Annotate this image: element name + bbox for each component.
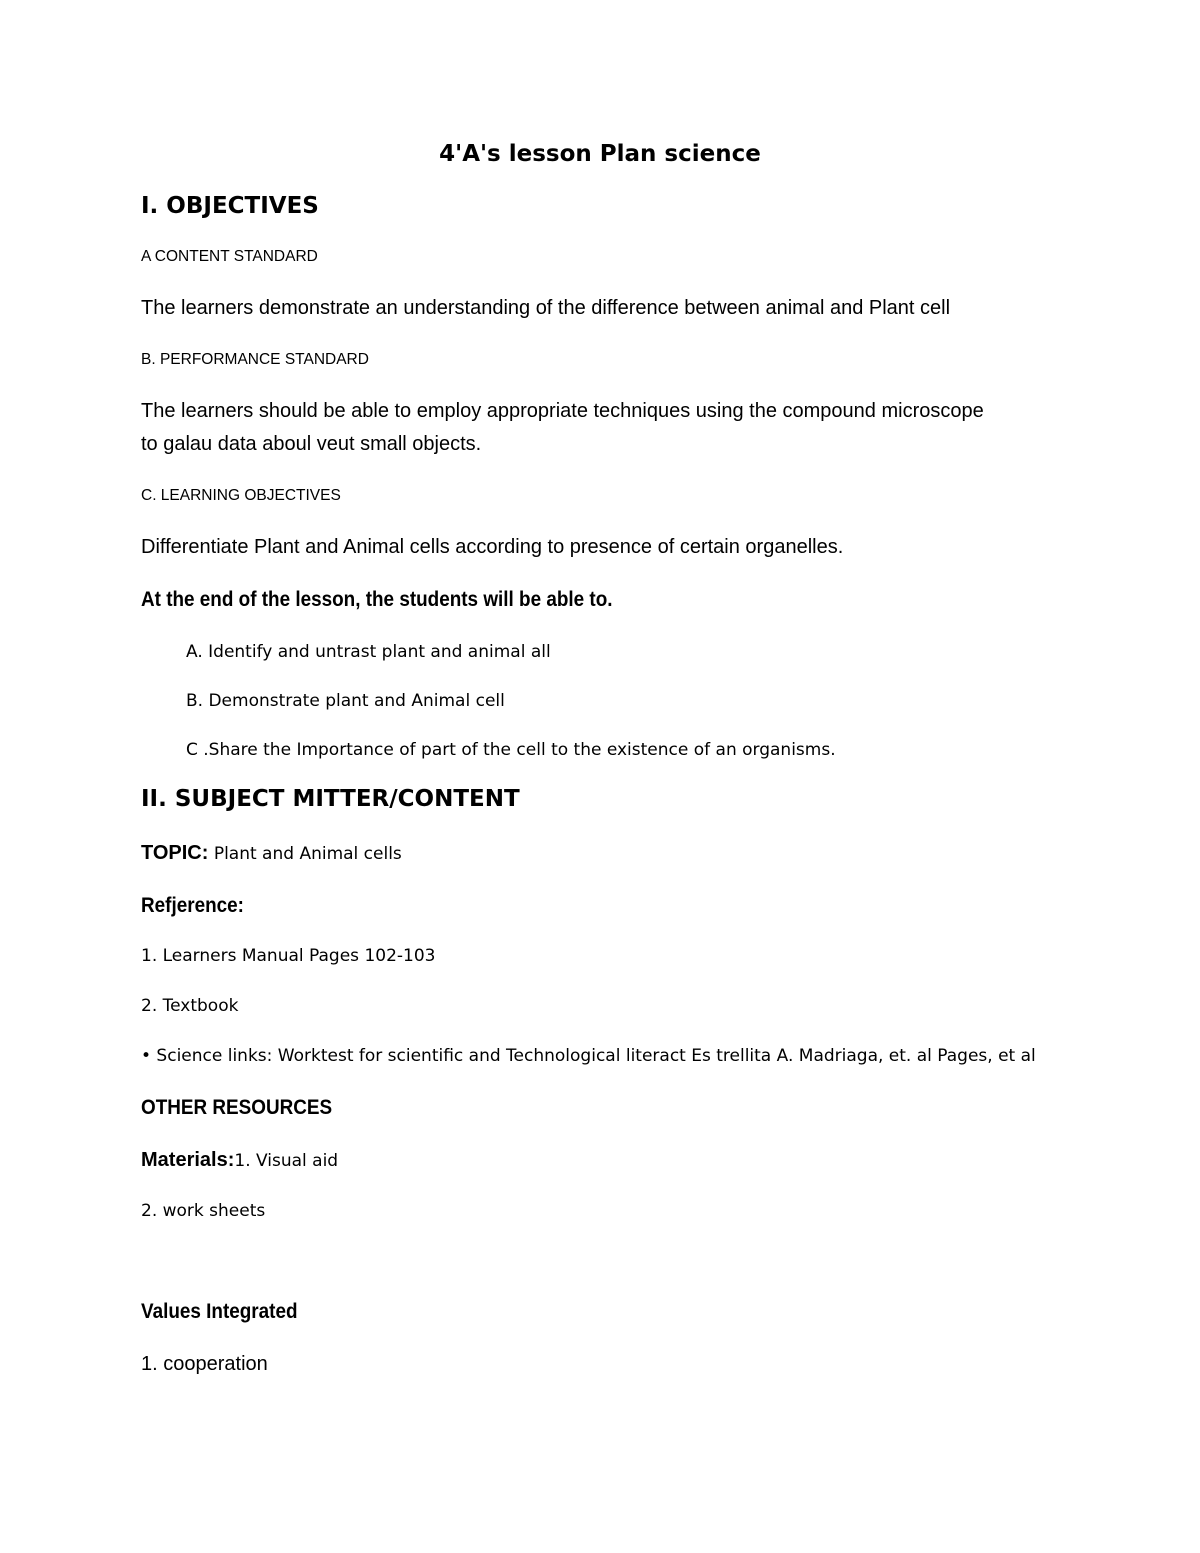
objective-item-c: C .Share the Importance of part of the cell to the existence of an organisms. — [186, 740, 836, 760]
performance-standard-text-line1: The learners should be able to employ appropriate techniques using the compound microscope — [141, 400, 984, 422]
objective-item-a: A. Identify and untrast plant and animal all — [186, 642, 551, 662]
performance-standard-label: B. PERFORMANCE STANDARD — [141, 351, 369, 368]
performance-standard-text-line2: to galau data aboul veut small objects. — [141, 433, 482, 455]
subject-matter-heading: II. SUBJECT MITTER/CONTENT — [141, 786, 520, 812]
content-standard-text: The learners demonstrate an understanding of the difference between animal and Plant cell — [141, 297, 951, 319]
materials-line — [141, 1149, 338, 1172]
reference-item-3: • Science links: Worktest for scientific and Technological literact Es trellita A. Madriaga, et. al Pages, et al — [141, 1046, 1036, 1066]
topic-line — [141, 842, 402, 865]
materials-second: 2. work sheets — [141, 1201, 266, 1221]
objectives-heading: I. OBJECTIVES — [141, 193, 319, 219]
other-resources-heading: OTHER RESOURCES — [141, 1096, 333, 1119]
document-title: 4'A's lesson Plan science — [439, 141, 761, 167]
values-item-1: 1. cooperation — [141, 1353, 268, 1375]
learning-objectives-text: Differentiate Plant and Animal cells according to presence of certain organelles. — [141, 536, 844, 558]
materials-label: Materials: — [141, 1149, 235, 1171]
topic-label: TOPIC: — [141, 842, 209, 864]
values-integrated-heading: Values Integrated — [141, 1300, 298, 1323]
materials-first: 1. Visual aid — [234, 1151, 339, 1171]
content-standard-label: A CONTENT STANDARD — [141, 248, 318, 265]
objective-item-b: B. Demonstrate plant and Animal cell — [186, 691, 505, 711]
reference-item-2: 2. Textbook — [141, 996, 239, 1016]
learning-objectives-label: C. LEARNING OBJECTIVES — [141, 487, 341, 504]
topic-value: Plant and Animal cells — [208, 844, 402, 864]
reference-label: Refjerence: — [141, 894, 244, 917]
reference-item-1: 1. Learners Manual Pages 102-103 — [141, 946, 436, 966]
end-of-lesson-heading: At the end of the lesson, the students will be able to. — [141, 588, 613, 611]
